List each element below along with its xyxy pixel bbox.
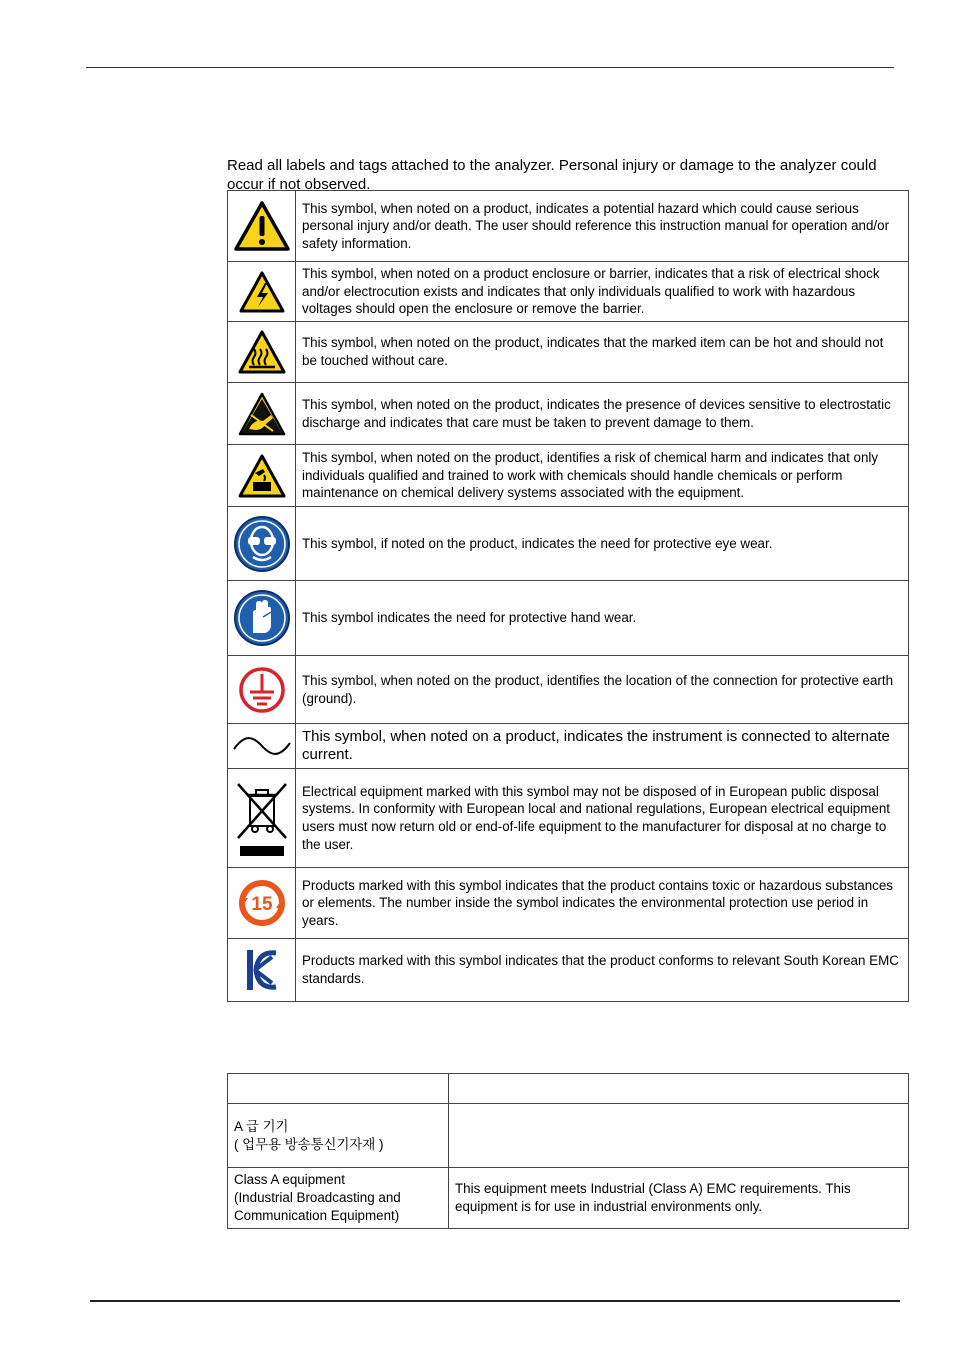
epup-number: 15 [250,894,273,915]
table-row [228,191,909,262]
safety-symbols-table [227,190,909,1002]
eye-protection-icon [228,507,296,581]
symbol-description: This symbol, when noted on the product, identifies a risk of chemical harm and indicates that only individuals qualified and trained to work with chemicals should handle chemicals or perform maintenance on chemical delivery systems associated with the equipment. [296,445,909,507]
korean-class-line-2: ( 업무용 방송통신기자재 ) [234,1136,384,1152]
symbol-description: This symbol, if noted on the product, indicates the need for protective eye wear. [296,507,909,581]
protective-earth-icon [228,656,296,724]
esd-icon [228,383,296,445]
table-row [228,262,909,322]
korean-class-description [449,1104,909,1168]
class-a-label [228,1168,449,1229]
symbol-description: This symbol, when noted on the product, indicates that the marked item can be hot and should not be touched without care. [296,322,909,383]
class-a-description: This equipment meets Industrial (Class A) EMC requirements. This equipment is for use in industrial environments only. [449,1168,909,1229]
table-header-cell [449,1074,909,1104]
footer-rule [90,1300,900,1302]
table-row [228,769,909,868]
table-row [228,868,909,939]
table-row [228,656,909,724]
epup-15-icon [228,868,296,939]
table-row [228,507,909,581]
weee-disposal-icon [228,769,296,868]
table-header-cell [228,1074,449,1104]
symbol-description: This symbol, when noted on the product, indicates the presence of devices sensitive to electrostatic discharge and indicates that care must be taken to prevent damage to them. [296,383,909,445]
table-row [228,939,909,1002]
table-row [228,581,909,656]
header-rule [86,67,894,68]
table-header-row [228,1074,909,1104]
alternating-current-icon [228,724,296,769]
hand-protection-icon [228,581,296,656]
intro-text: Read all labels and tags attached to the analyzer. Personal injury or damage to the analyzer could occur if not observed. [227,157,877,193]
table-row [228,445,909,507]
symbol-description: Electrical equipment marked with this symbol may not be disposed of in European public disposal systems. In conformity with European local and national regulations, European electrical equipment users must now return old or end-of-life equipment to the manufacturer for disposal at no charge to the user. [296,769,909,868]
general-warning-icon [228,191,296,262]
chemical-hazard-icon [228,445,296,507]
table-row [228,724,909,769]
symbol-description: This symbol, when noted on a product enclosure or barrier, indicates that a risk of electrical shock and/or electrocution exists and indicates that only individuals qualified to work with hazardous voltages should open the enclosure or remove the barrier. [296,262,909,322]
kc-mark-icon [228,939,296,1002]
class-a-line-3: Communication Equipment) [234,1208,400,1223]
table-row [228,383,909,445]
electrical-shock-icon [228,262,296,322]
korean-class-line-1: A 급 기기 [234,1118,289,1134]
symbol-description: This symbol, when noted on a product, indicates a potential hazard which could cause serious personal injury and/or death. The user should reference this instruction manual for operation and/or safety information. [296,191,909,262]
symbol-description: Products marked with this symbol indicates that the product contains toxic or hazardous substances or elements. The number inside the symbol indicates the environmental protection use period in years. [296,868,909,939]
table-row [228,1168,909,1229]
korean-class-label [228,1104,449,1168]
class-a-line-1: Class A equipment [234,1172,345,1187]
table-row [228,1104,909,1168]
class-a-line-2: (Industrial Broadcasting and [234,1190,401,1205]
korean-emc-table [227,1073,909,1229]
symbol-description: This symbol, when noted on the product, identifies the location of the connection for protective earth (ground). [296,656,909,724]
symbol-description: Products marked with this symbol indicates that the product conforms to relevant South Korean EMC standards. [296,939,909,1002]
hot-surface-icon [228,322,296,383]
table-row [228,322,909,383]
symbol-description: This symbol, when noted on a product, indicates the instrument is connected to alternate current. [296,724,909,769]
symbol-description: This symbol indicates the need for protective hand wear. [296,581,909,656]
